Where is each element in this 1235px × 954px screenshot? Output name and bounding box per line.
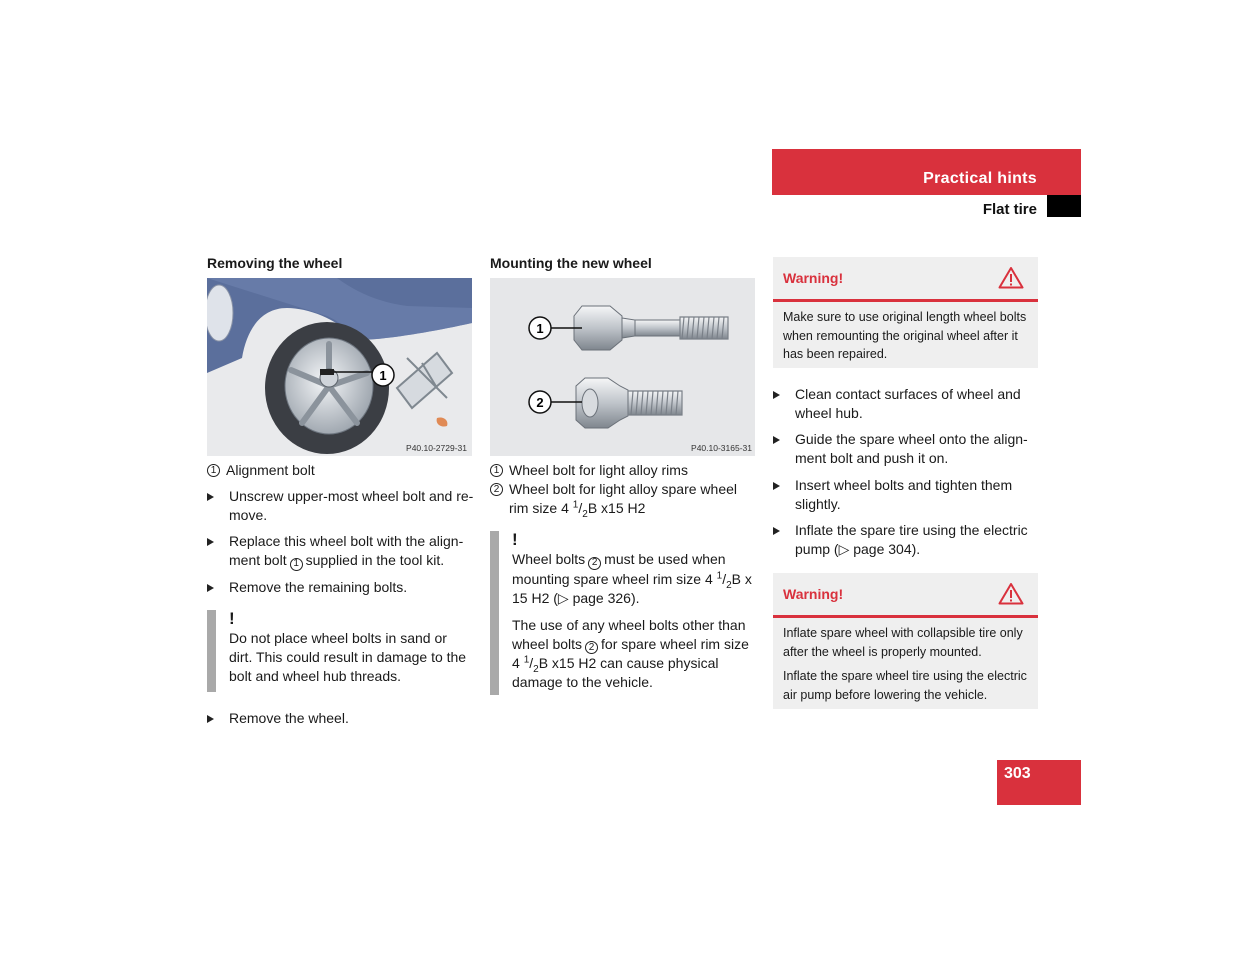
section-title: Practical hints [923, 170, 1037, 187]
step-text: Insert wheel bolts and tighten them slightly. [795, 477, 1013, 512]
legend-item [490, 461, 755, 480]
step-item [207, 532, 475, 571]
legend-number: 1 [207, 464, 220, 477]
triangle-bullet-icon [773, 391, 780, 399]
inline-number: 2 [588, 557, 601, 570]
step-item [773, 385, 1041, 423]
triangle-bullet-icon [207, 715, 214, 723]
legend-number: 2 [490, 483, 503, 496]
callout-1: 1 [536, 321, 544, 336]
warning-text: Inflate spare wheel with collapsible tire only after the wheel is properly mounted. [783, 626, 1023, 659]
column-2-legend [490, 461, 755, 518]
triangle-bullet-icon [773, 527, 780, 535]
legend-text: Wheel bolt for light alloy spare wheel rim size 4 $^1/_2B$ x15 H2 [509, 481, 738, 520]
step-text: Remove the wheel. [229, 710, 349, 726]
legend-item [207, 461, 475, 480]
exclamation-icon: ! [229, 609, 235, 628]
step-text: Clean contact surfaces of wheel and wheel hub. [795, 386, 1021, 421]
heading-mounting-wheel: Mounting the new wheel [490, 255, 652, 271]
triangle-bullet-icon [773, 436, 780, 444]
callout-1: 1 [379, 368, 387, 383]
step-text: Inflate the spare tire using the electric pump (▷ page 304). [795, 522, 1028, 557]
callout-2: 2 [536, 395, 544, 410]
figure-code: P40.10-3165-31 [691, 443, 752, 453]
warning-triangle-icon [998, 582, 1024, 605]
inline-number: 2 [585, 641, 598, 654]
figure-wheel-bolts [490, 278, 755, 456]
warning-box-2 [773, 573, 1038, 709]
step-item [773, 521, 1041, 559]
step-text: Remove the remaining bolts. [229, 578, 408, 595]
legend-text: Wheel bolt for light alloy rims [509, 462, 688, 478]
inline-number: 1 [290, 558, 303, 571]
wheel-bolts-illustration [490, 278, 755, 456]
triangle-bullet-icon [773, 482, 780, 490]
exclamation-icon: ! [512, 530, 518, 549]
warning-triangle-icon [998, 266, 1024, 289]
legend-text: Alignment bolt [226, 462, 315, 478]
warning-body [773, 618, 1038, 712]
warning-text: Inflate the spare wheel tire using the electric air pump before lowering the vehicle. [783, 669, 1027, 702]
step-text: Guide the spare wheel onto the align-ment bolt and push it on. [795, 431, 1028, 466]
column-3-steps [773, 385, 1041, 559]
warning-body [773, 302, 1038, 372]
figure-wheel-removal [207, 278, 472, 456]
step-item [207, 487, 475, 525]
subsection-title: Flat tire [982, 201, 1037, 218]
step-text: Unscrew upper-most wheel bolt and re-move. [229, 488, 474, 523]
warning-label: Warning! [783, 586, 844, 602]
warning-text: Make sure to use original length wheel bolts when remounting the original wheel after it has been repaired. [783, 310, 1027, 361]
column-1-text [207, 461, 475, 597]
note-paragraph: Wheel bolts 2 must be used when mounting spare wheel rim size 4 $^1/_2B$ x 15 H2 (▷ page 326). [512, 551, 752, 606]
figure-code: P40.10-2729-31 [406, 443, 467, 453]
step-item [773, 430, 1041, 468]
triangle-bullet-icon [207, 584, 214, 592]
wheel-removal-illustration [207, 278, 472, 456]
triangle-bullet-icon [207, 493, 214, 501]
warning-header [773, 257, 1038, 302]
step-item [207, 578, 475, 597]
caution-note [490, 531, 757, 695]
triangle-bullet-icon [207, 538, 214, 546]
legend-item [490, 480, 755, 518]
step-text: Replace this wheel bolt with the align-ment bolt 1 supplied in the tool kit. [229, 533, 464, 569]
warning-label: Warning! [783, 270, 844, 286]
legend-number: 1 [490, 464, 503, 477]
thumb-tab-marker [1047, 195, 1081, 217]
warning-box-1 [773, 257, 1038, 368]
note-paragraph: The use of any wheel bolts other than wheel bolts 2 for spare wheel rim size 4 $^1/_2B$ x15 H2 can cause physical damage to the vehicle. [512, 616, 749, 690]
warning-header [773, 573, 1038, 618]
note-text: Do not place wheel bolts in sand or dirt. This could result in damage to the bolt and wheel hub threads. [229, 630, 467, 684]
page-number: 303 [1004, 765, 1031, 782]
step-item [773, 476, 1041, 514]
step-item [207, 709, 475, 728]
heading-removing-wheel: Removing the wheel [207, 255, 343, 271]
caution-note [207, 610, 474, 692]
